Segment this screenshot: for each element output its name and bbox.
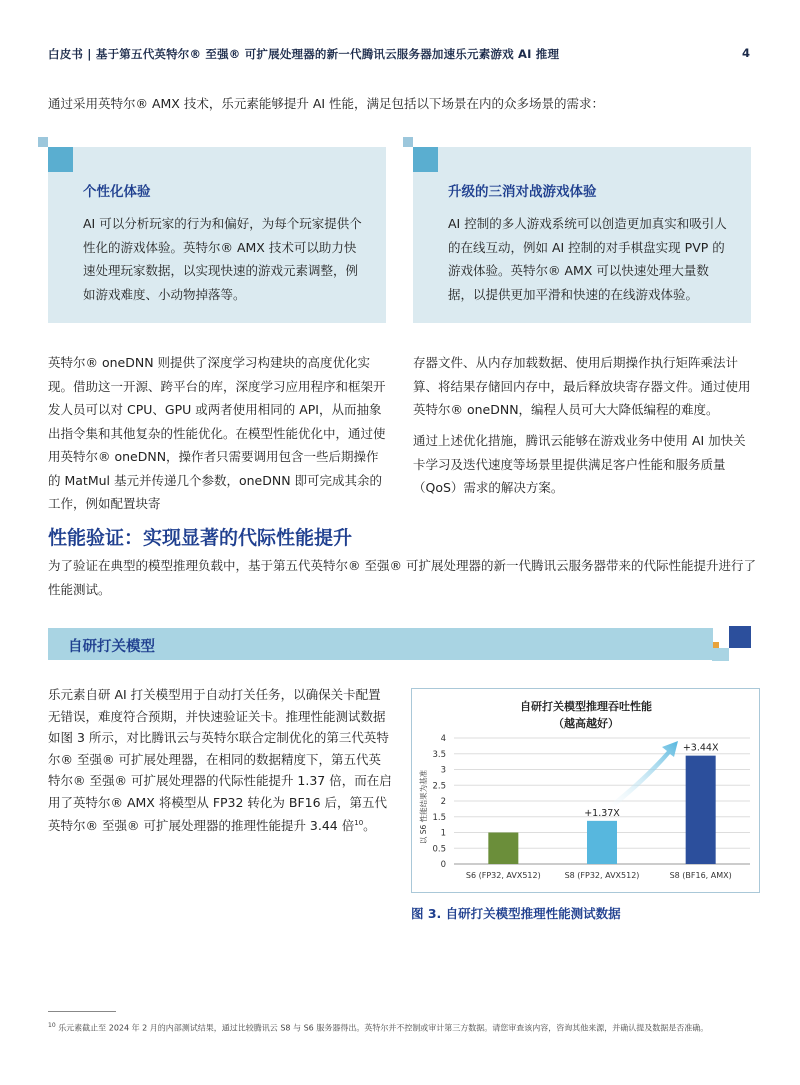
callout-title: 个性化体验 (83, 184, 151, 200)
chart-title: 自研打关模型推理吞吐性能 (520, 700, 652, 713)
y-tick-label: 2.5 (432, 781, 446, 792)
onednn-paragraph: 英特尔® oneDNN 则提供了深度学习构建块的高度优化实现。借助这一开源、跨平台的库，深度学习应用程序和框架开发人员可以对 CPU、GPU 或两者使用相同的 API，从而抽象出指令集和其他复杂的性能优化。在模型性能优化中，通过使用英特尔® oneDNN，操作者只需要调用包含一些后期操作的 MatMul 基元并传递几个参数，oneDNN 即可完成其余的工作，例如配置块寄 (48, 355, 386, 511)
callout-match3 (413, 147, 751, 323)
footnote-number: 10 (48, 1022, 56, 1029)
section-title: 性能验证：实现显著的代际性能提升 (48, 527, 353, 549)
y-tick-label: 4 (440, 734, 446, 744)
decor-square (413, 147, 438, 172)
chart-ylabel: 以 S6 性能结果为基准 (419, 769, 428, 845)
onednn-paragraph-cont: 存器文件、从内存加载数据、使用后期操作执行矩阵乘法计算、将结果存储回内存中，最后释放块寄存器文件。通过使用英特尔® oneDNN，编程人员可大大降低编程的难度。 (413, 355, 751, 417)
footnote-text: 乐元素截止至 2024 年 2 月的内部测试结果，通过比较腾讯云 S8 与 S6 服务器得出。英特尔并不控制或审计第三方数据。请您审查该内容，咨询其他来源，并确认提及数据是否准确。 (58, 1023, 709, 1033)
y-tick-label: 3 (440, 765, 446, 776)
x-tick-label: S8 (FP32, AVX512) (564, 871, 640, 880)
section-intro: 为了验证在典型的模型推理负载中，基于第五代英特尔® 至强® 可扩展处理器的新一代腾讯云服务器带来的代际性能提升进行了性能测试。 (48, 558, 756, 597)
trend-arrow (608, 741, 678, 810)
chart-subtitle: （越高越好） (553, 717, 619, 730)
figure-caption: 图 3. 自研打关模型推理性能测试数据 (411, 906, 621, 921)
subsection-banner (48, 628, 713, 660)
subsection-body (48, 684, 393, 837)
y-tick-label: 1.5 (432, 812, 446, 823)
page-number: 4 (741, 46, 750, 60)
callout-body: AI 控制的多人游戏系统可以创造更加真实和吸引人的在线互动，例如 AI 控制的对手棋盘实现 PVP 的游戏体验。英特尔® AMX 可以快速处理大量数据，以提供更加平滑和快速的在线游戏体验。 (448, 216, 727, 302)
callout-title: 升级的三消对战游戏体验 (448, 184, 597, 200)
x-tick-label: S8 (BF16, AMX) (669, 871, 732, 880)
chart-bar (587, 821, 617, 864)
footnote (48, 1020, 758, 1035)
decor-square (712, 648, 729, 661)
callout-personalized (48, 147, 386, 323)
chart-svg (412, 689, 761, 894)
decor-square (48, 147, 73, 172)
header-title: 白皮书 | 基于第五代英特尔® 至强® 可扩展处理器的新一代腾讯云服务器加速乐元素游戏 AI 推理 (48, 47, 560, 61)
y-tick-label: 0.5 (432, 844, 446, 855)
y-tick-label: 0 (440, 860, 446, 870)
footnote-divider (48, 1011, 116, 1012)
decor-square (729, 626, 751, 648)
chart-bar (488, 833, 518, 865)
intro-paragraph: 通过采用英特尔® AMX 技术，乐元素能够提升 AI 性能，满足包括以下场景在内的众多场景的需求： (48, 96, 605, 111)
bar-data-label: +3.44X (682, 742, 719, 754)
subsection-body-end: 。 (363, 818, 376, 834)
y-tick-label: 1 (440, 828, 446, 839)
footnote-ref: 10 (354, 819, 364, 827)
subsection-body-text: 乐元素自研 AI 打关模型用于自动打关任务，以确保关卡配置无错误，难度符合预期，并快速验证关卡。推理性能测试数据如图 3 所示，对比腾讯云与英特尔联合定制优化的第三代英特尔® 至强® 可扩展处理器，在相同的数据精度下，第五代英特尔® 至强® 可扩展处理器的代际性能提升 1.37 倍，而在启用了英特尔® AMX 将模型从 FP32 转化为 BF16 后，第五代英特尔® 至强® 可扩展处理器的推理性能提升 3.44 倍 (48, 687, 392, 834)
decor-square (403, 137, 413, 147)
bar-data-label: +1.37X (584, 807, 620, 819)
qos-paragraph: 通过上述优化措施，腾讯云能够在游戏业务中使用 AI 加快关卡学习及迭代速度等场景里提供满足客户性能和服务质量（QoS）需求的解决方案。 (413, 433, 746, 495)
decor-square (38, 137, 48, 147)
chart-bar (686, 756, 716, 864)
y-tick-label: 3.5 (432, 749, 446, 760)
y-tick-label: 2 (440, 797, 446, 807)
subsection-title: 自研打关模型 (68, 639, 155, 655)
callout-body: AI 可以分析玩家的行为和偏好，为每个玩家提供个性化的游戏体验。英特尔® AMX 技术可以助力快速处理玩家数据，以实现快速的游戏元素调整，例如游戏难度、小动物掉落等。 (83, 216, 362, 302)
chart-container (411, 688, 760, 893)
decor-square (713, 642, 719, 648)
x-tick-label: S6 (FP32, AVX512) (465, 871, 541, 880)
